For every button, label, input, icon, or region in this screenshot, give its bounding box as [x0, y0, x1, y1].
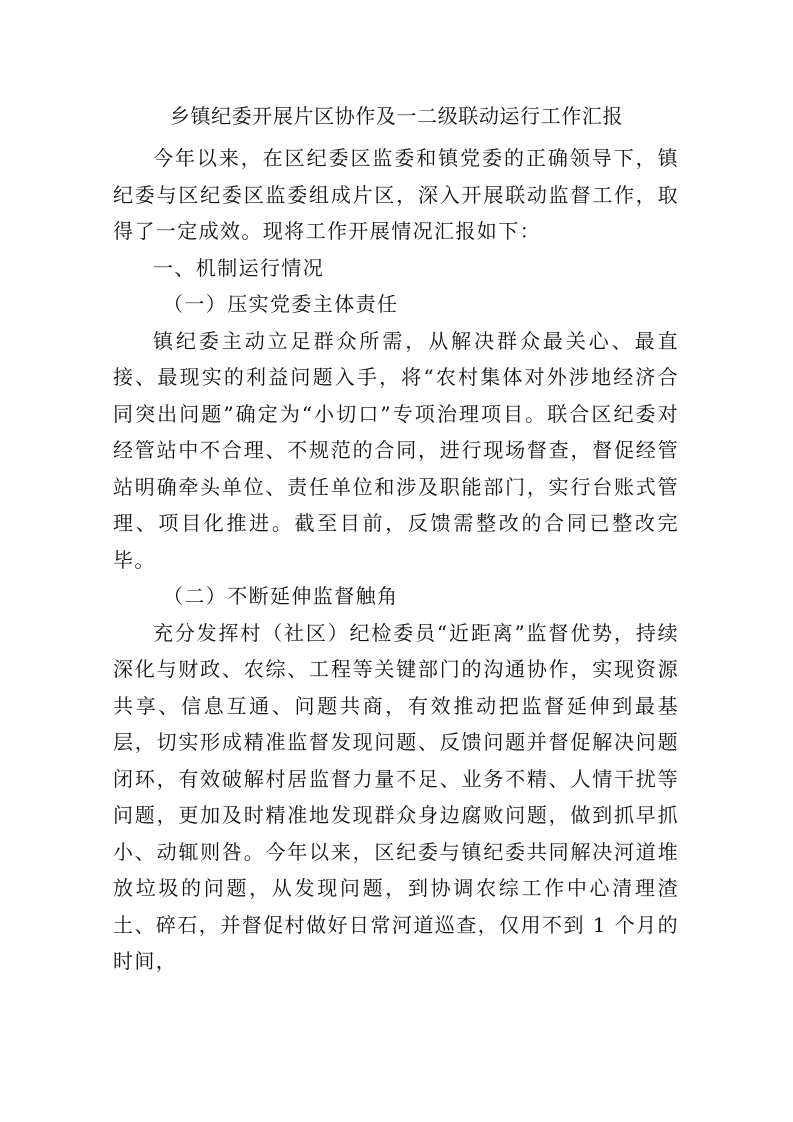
paragraph-party-responsibility: 镇纪委主动立足群众所需，从解决群众最关心、最直接、最现实的利益问题入手，将“农村集体对外涉地经济合同突出问题”确定为“小切口”专项治理项目。联合区纪委对经管站中不合理、不规范的合同，进行现场督查，督促经管站明确牵头单位、责任单位和涉及职能部门，实行台账式管理、项目化推进。截至目前，反馈需整改的合同已整改完毕。 [113, 328, 679, 572]
document-title: 乡镇纪委开展片区协作及一二级联动运行工作汇报 [169, 104, 624, 128]
subsection-heading-party-responsibility: （一）压实党委主体责任 [163, 292, 399, 316]
subsection-heading-supervision-extension: （二）不断延伸监督触角 [163, 584, 399, 608]
document-body [113, 140, 679, 980]
section-heading-mechanism: 一、机制运行情况 [153, 255, 325, 280]
intro-paragraph: 今年以来，在区纪委区监委和镇党委的正确领导下，镇纪委与区纪委区监委组成片区，深入开展联动监督工作，取得了一定成效。现将工作开展情况汇报如下： [113, 146, 679, 243]
paragraph-supervision-extension: 充分发挥村（社区）纪检委员“近距离”监督优势，持续深化与财政、农综、工程等关键部门的沟通协作，实现资源共享、信息互通、问题共商，有效推动把监督延伸到最基层，切实形成精准监督发现问题、反馈问题并督促解决问题闭环，有效破解村居监督力量不足、业务不精、人情干扰等问题，更加及时精准地发现群众身边腐败问题，做到抓早抓小、动辄则咎。今年以来，区纪委与镇纪委共同解决河道堆放垃圾的问题，从发现问题，到协调农综工作中心清理渣土、碎石，并督促村做好日常河道巡查，仅用不到 1 个月的时间， [113, 620, 679, 973]
